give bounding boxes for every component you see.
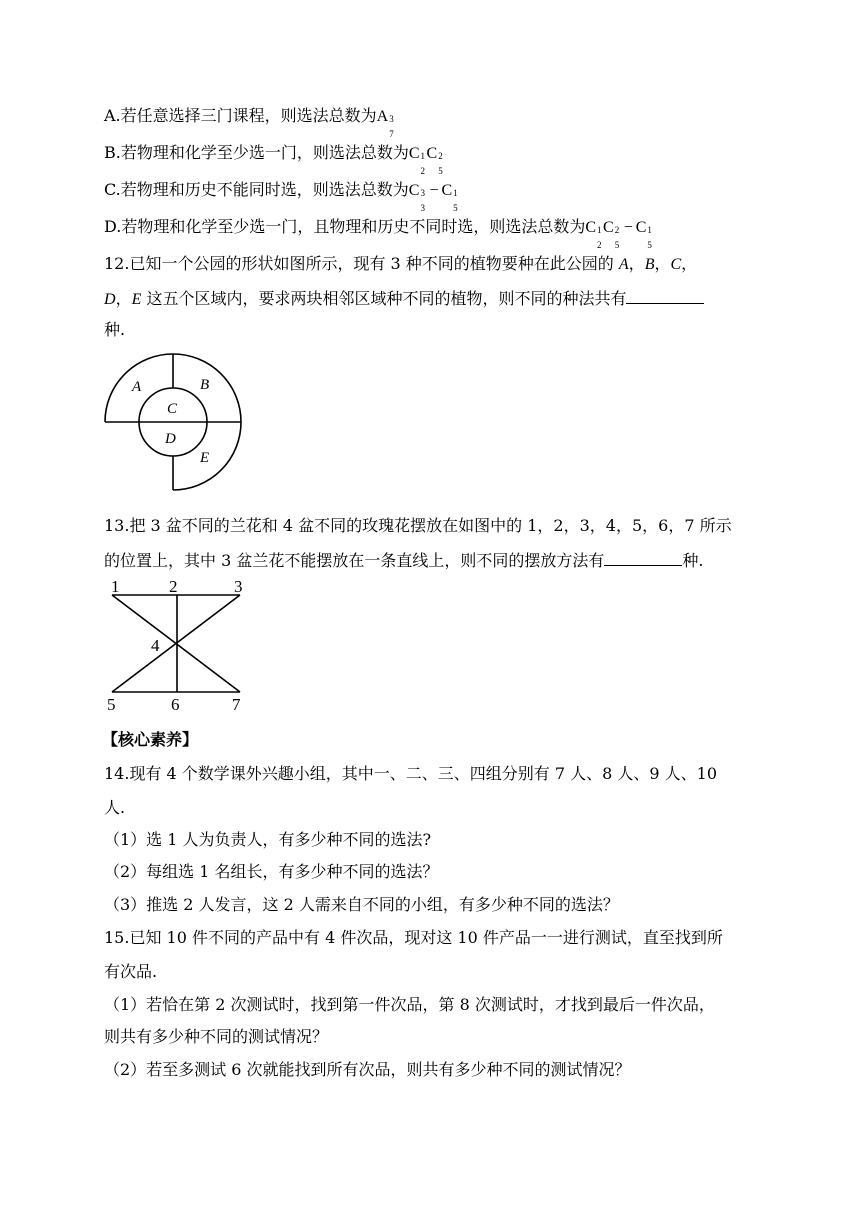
q12-line-1 [104, 254, 697, 275]
formula-sub: 2 [420, 166, 426, 176]
formula-sup: 1 [420, 151, 426, 161]
point-label-2: 2 [169, 577, 178, 596]
q12-line-3: 种. [104, 320, 126, 339]
park-figure [100, 352, 250, 497]
q12-region-c: C [670, 256, 682, 273]
q14-part-2: （2）每组选 1 名组长，有多少种不同的选法？ [104, 862, 439, 881]
point-label-4: 4 [151, 636, 160, 655]
formula-term: C [426, 145, 438, 162]
q14-part-3: （3）推选 2 人发言，这 2 人需来自不同的小组，有多少种不同的选法？ [104, 895, 619, 914]
point-label-3: 3 [234, 577, 243, 596]
formula-sup: 1 [597, 225, 602, 235]
q11-option-b [104, 143, 444, 176]
formula-sub: 5 [614, 240, 620, 250]
point-label-1: 1 [111, 577, 120, 596]
formula-sub: 5 [647, 240, 652, 250]
q12-sep: ， [628, 254, 645, 273]
q12-region-a: A [618, 256, 629, 273]
q12-region-b: B [644, 256, 655, 273]
formula-sup: 3 [420, 188, 425, 198]
q12-region-d: D [104, 291, 116, 308]
q14-part-1: （1）选 1 人为负责人，有多少种不同的选法? [104, 830, 432, 849]
formula-sub: 2 [597, 240, 602, 250]
q11-option-c [104, 180, 459, 213]
point-label-6: 6 [171, 695, 180, 714]
q12-sep: ， [654, 254, 671, 273]
q12-text: 这五个区域内，要求两块相邻区域种不同的植物，则不同的种法共有 [141, 289, 627, 308]
formula-sup: 1 [453, 188, 458, 198]
position-figure [104, 576, 254, 716]
q14-line-1: 14.现有 4 个数学课外兴趣小组，其中一、二、三、四组分别有 7 人、8 人、9 人、10 [104, 764, 718, 783]
q13-text-end: 种. [682, 551, 704, 570]
q15-part-1-a: （1）若恰在第 2 次测试时，找到第一件次品，第 8 次测试时，才找到最后一件次品， [104, 995, 715, 1014]
q15-part-2: （2）若至多测试 6 次就能找到所有次品，则共有多少种不同的测试情况？ [104, 1060, 631, 1079]
formula-operator: − [429, 182, 439, 199]
q12-sep: ， [115, 289, 132, 308]
q12-line-2 [104, 288, 704, 310]
formula-term: C [603, 219, 614, 236]
q11-option-d-text: D.若物理和化学至少选一门，且物理和历史不同时选，则选法总数为 [104, 217, 586, 236]
figure-label-c: C [167, 401, 178, 417]
formula-sub: 5 [453, 203, 458, 213]
q11-option-c-text: C.若物理和历史不能同时选，则选法总数为 [104, 180, 409, 199]
q13-text: 的位置上，其中 3 盆兰花不能摆放在一条直线上，则不同的摆放方法有 [104, 551, 605, 570]
answer-blank[interactable] [626, 288, 704, 304]
q15-part-1-b: 则共有多少种不同的测试情况？ [104, 1027, 329, 1046]
formula-term: C [408, 145, 420, 162]
formula-a [376, 108, 396, 139]
figure-label-b: B [200, 377, 210, 393]
q11-option-d [104, 217, 653, 250]
q15-line-1: 15.已知 10 件不同的产品中有 4 件次品，现对这 10 件产品一一进行测试，直至找到所 [104, 928, 723, 947]
section-heading: 【核心素养】 [102, 730, 199, 749]
answer-blank[interactable] [604, 550, 682, 566]
figure-label-a: A [132, 379, 142, 395]
formula-d [585, 219, 653, 250]
formula-a-sub: 7 [389, 129, 394, 139]
formula-sup: 2 [438, 151, 443, 161]
formula-term: C [585, 219, 597, 236]
point-label-7: 7 [232, 695, 241, 714]
formula-sub: 5 [438, 166, 443, 176]
q13-line-2 [104, 550, 703, 571]
formula-sup: 2 [614, 225, 620, 235]
q12-region-e: E [131, 291, 142, 308]
formula-term: C [441, 182, 453, 199]
formula-term: C [635, 219, 647, 236]
figure-label-d: D [165, 431, 176, 447]
formula-b [408, 145, 444, 176]
q11-option-a-text: A.若任意选择三门课程，则选法总数为 [104, 106, 377, 125]
formula-operator: − [623, 219, 633, 236]
formula-c [408, 182, 459, 213]
q11-option-b-text: B.若物理和化学至少选一门，则选法总数为 [104, 143, 409, 162]
formula-term: C [408, 182, 420, 199]
q13-line-1: 13.把 3 盆不同的兰花和 4 盆不同的玫瑰花摆放在如图中的 1，2，3，4，5，6，7 所示 [104, 516, 732, 535]
formula-a-base: A [376, 108, 389, 125]
formula-a-sup: 3 [389, 114, 394, 124]
figure-label-e: E [200, 450, 210, 466]
q14-line-2: 人. [104, 798, 126, 817]
point-label-5: 5 [107, 695, 116, 714]
q12-sep: ， [681, 254, 698, 273]
q12-text: 12.已知一个公园的形状如图所示，现有 3 种不同的植物要种在此公园的 [104, 254, 619, 273]
q11-option-a [104, 106, 395, 139]
formula-sub: 3 [420, 203, 425, 213]
formula-sup: 1 [647, 225, 652, 235]
q15-line-2: 有次品. [104, 962, 158, 981]
